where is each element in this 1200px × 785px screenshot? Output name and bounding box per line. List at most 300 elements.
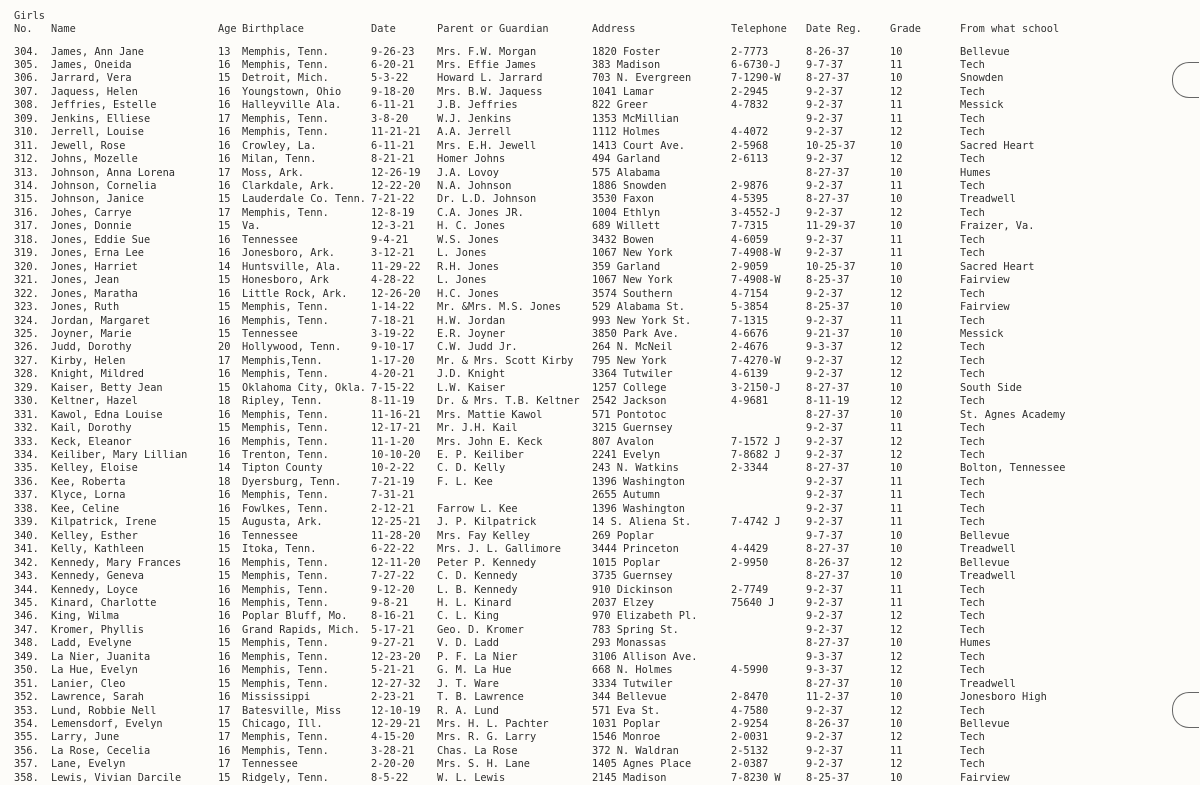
cell-school: Messick [960, 99, 1004, 112]
cell-birth: Grand Rapids, Mich. [242, 623, 360, 636]
cell-name: La Nier, Juanita [51, 650, 151, 663]
cell-reg: 8-11-19 [806, 395, 850, 408]
cell-name: Kirby, Helen [51, 354, 126, 367]
cell-reg: 8-27-37 [806, 570, 850, 583]
cell-parent: Chas. La Rose [437, 744, 518, 757]
cell-no: 308. [14, 99, 39, 112]
cell-grade: 10 [890, 637, 903, 650]
cell-reg: 9-21-37 [806, 327, 850, 340]
cell-addr: 1820 Foster [592, 45, 661, 58]
cell-name: La Hue, Evelyn [51, 664, 138, 677]
cell-age: 15 [218, 516, 231, 529]
cell-reg: 9-2-37 [806, 233, 844, 246]
cell-addr: 668 N. Holmes [592, 664, 673, 677]
cell-birth: Tennessee [242, 233, 298, 246]
cell-date: 12-17-21 [371, 422, 421, 435]
cell-reg: 8-26-37 [806, 45, 850, 58]
cell-school: Tech [960, 664, 985, 677]
cell-name: Jones, Ruth [51, 301, 120, 314]
cell-school: Tech [960, 153, 985, 166]
cell-age: 15 [218, 677, 231, 690]
cell-grade: 10 [890, 193, 903, 206]
cell-birth: Youngstown, Ohio [242, 85, 342, 98]
cell-date: 5-21-21 [371, 664, 415, 677]
cell-birth: Mississippi [242, 691, 311, 704]
cell-parent: C.W. Judd Jr. [437, 341, 518, 354]
cell-name: James, Ann Jane [51, 45, 144, 58]
cell-name: Kawol, Edna Louise [51, 408, 163, 421]
table-row [0, 381, 1150, 395]
table-row [0, 260, 1150, 274]
cell-date: 3-12-21 [371, 247, 415, 260]
table-row [0, 179, 1150, 193]
cell-grade: 12 [890, 206, 903, 219]
cell-date: 6-11-21 [371, 99, 415, 112]
cell-parent: Dr. & Mrs. T.B. Keltner [437, 395, 580, 408]
table-row [0, 112, 1150, 126]
cell-parent: Mrs. E.H. Jewell [437, 139, 537, 152]
cell-school: Tech [960, 502, 985, 515]
cell-date: 11-21-21 [371, 126, 421, 139]
cell-age: 15 [218, 637, 231, 650]
cell-school: Bellevue [960, 529, 1010, 542]
cell-reg: 8-27-37 [806, 677, 850, 690]
cell-date: 12-3-21 [371, 220, 415, 233]
cell-name: Jenkins, Elliese [51, 112, 151, 125]
cell-reg: 9-2-37 [806, 623, 844, 636]
cell-name: Kelly, Kathleen [51, 543, 144, 556]
cell-birth: Tipton County [242, 462, 323, 475]
cell-age: 16 [218, 99, 231, 112]
cell-date: 9-12-20 [371, 583, 415, 596]
cell-reg: 8-26-37 [806, 718, 850, 730]
cell-no: 304. [14, 45, 39, 58]
cell-grade: 10 [890, 220, 903, 233]
cell-no: 331. [14, 408, 39, 421]
cell-date: 8-16-21 [371, 610, 415, 623]
cell-school: Tech [960, 516, 985, 529]
cell-tel: 4-6139 [731, 368, 769, 381]
cell-parent: J. T. Ware [437, 677, 499, 690]
cell-addr: 359 Garland [592, 260, 661, 273]
cell-addr: 689 Willett [592, 220, 661, 233]
cell-school: Tech [960, 247, 985, 260]
cell-addr: 795 New York [592, 354, 667, 367]
cell-school: Fraizer, Va. [960, 220, 1035, 233]
cell-no: 332. [14, 422, 39, 435]
cell-school: Tech [960, 314, 985, 327]
cell-parent: R.H. Jones [437, 260, 499, 273]
cell-school: Tech [960, 233, 985, 246]
cell-birth: Memphis, Tenn. [242, 58, 329, 71]
cell-reg: 9-2-37 [806, 744, 844, 757]
cell-addr: 372 N. Waldran [592, 744, 679, 757]
cell-grade: 11 [890, 180, 903, 192]
table-row [0, 583, 1150, 597]
table-row [0, 461, 1150, 475]
cell-grade: 12 [890, 556, 903, 569]
cell-name: Lanier, Cleo [51, 677, 126, 690]
cell-no: 343. [14, 570, 39, 583]
cell-grade: 10 [890, 570, 903, 583]
table-row [0, 273, 1150, 287]
cell-reg: 9-2-37 [806, 516, 844, 529]
cell-reg: 9-2-37 [806, 583, 844, 596]
cell-date: 4-28-22 [371, 274, 415, 287]
cell-age: 16 [218, 153, 231, 166]
cell-grade: 12 [890, 758, 903, 771]
cell-addr: 529 Alabama St. [592, 301, 685, 314]
cell-no: 347. [14, 623, 39, 636]
cell-date: 4-15-20 [371, 731, 415, 744]
cell-addr: 269 Poplar [592, 529, 654, 542]
cell-parent: Dr. L.D. Johnson [437, 193, 537, 206]
cell-date: 8-21-21 [371, 153, 415, 166]
cell-reg: 9-2-37 [806, 610, 844, 623]
cell-addr: 703 N. Evergreen [592, 72, 692, 85]
cell-name: Klyce, Lorna [51, 489, 126, 502]
cell-reg: 8-27-37 [806, 72, 850, 85]
cell-grade: 12 [890, 153, 903, 166]
cell-no: 319. [14, 247, 39, 260]
cell-grade: 11 [890, 422, 903, 435]
cell-parent: H. C. Jones [437, 220, 506, 233]
cell-birth: Memphis, Tenn. [242, 422, 329, 435]
table-row [0, 556, 1150, 570]
cell-no: 339. [14, 516, 39, 529]
cell-age: 16 [218, 180, 231, 192]
cell-birth: Memphis, Tenn. [242, 677, 329, 690]
cell-date: 9-4-21 [371, 233, 409, 246]
cell-grade: 10 [890, 408, 903, 421]
cell-no: 306. [14, 72, 39, 85]
table-row [0, 192, 1150, 206]
cell-grade: 10 [890, 45, 903, 58]
cell-grade: 12 [890, 341, 903, 354]
cell-grade: 10 [890, 543, 903, 556]
cell-birth: Batesville, Miss [242, 704, 342, 717]
table-row [0, 58, 1150, 72]
cell-parent: Peter P. Kennedy [437, 556, 537, 569]
cell-addr: 1405 Agnes Place [592, 758, 692, 771]
cell-parent: J.A. Lovoy [437, 166, 499, 179]
cell-school: Tech [960, 449, 985, 461]
cell-reg: 8-27-37 [806, 543, 850, 556]
cell-name: Kennedy, Loyce [51, 583, 138, 596]
cell-date: 11-29-22 [371, 260, 421, 273]
cell-age: 16 [218, 247, 231, 260]
cell-school: Jonesboro High [960, 691, 1047, 704]
cell-age: 18 [218, 475, 231, 488]
cell-addr: 264 N. McNeil [592, 341, 673, 354]
cell-grade: 10 [890, 462, 903, 475]
cell-age: 15 [218, 301, 231, 314]
cell-tel: 7-1572 J [731, 435, 781, 448]
cell-addr: 3574 Southern [592, 287, 673, 300]
cell-no: 351. [14, 677, 39, 690]
cell-school: Tech [960, 395, 985, 408]
cell-name: Jones, Maratha [51, 287, 138, 300]
cell-date: 1-14-22 [371, 301, 415, 314]
cell-parent: F. L. Kee [437, 475, 493, 488]
cell-name: James, Oneida [51, 58, 132, 71]
cell-addr: 2542 Jackson [592, 395, 667, 408]
cell-birth: Memphis, Tenn. [242, 314, 329, 327]
cell-age: 16 [218, 126, 231, 139]
cell-date: 12-26-19 [371, 166, 421, 179]
cell-tel: 4-7154 [731, 287, 769, 300]
cell-tel: 6-6730-J [731, 58, 781, 71]
cell-grade: 11 [890, 99, 903, 112]
cell-reg: 8-25-37 [806, 274, 850, 287]
cell-date: 9-26-23 [371, 45, 415, 58]
cell-birth: Memphis, Tenn. [242, 583, 329, 596]
cell-addr: 993 New York St. [592, 314, 692, 327]
cell-birth: Memphis, Tenn. [242, 45, 329, 58]
table-row [0, 717, 1150, 731]
cell-name: Kennedy, Geneva [51, 570, 144, 583]
cell-no: 335. [14, 462, 39, 475]
table-row [0, 314, 1150, 328]
cell-tel: 7-8230 W [731, 771, 781, 784]
cell-school: Snowden [960, 72, 1004, 85]
cell-date: 7-21-19 [371, 475, 415, 488]
cell-reg: 8-27-37 [806, 381, 850, 394]
cell-parent: E.R. Joyner [437, 327, 506, 340]
cell-age: 15 [218, 220, 231, 233]
cell-age: 16 [218, 435, 231, 448]
cell-school: Tech [960, 85, 985, 98]
cell-age: 15 [218, 381, 231, 394]
cell-age: 16 [218, 583, 231, 596]
cell-addr: 383 Madison [592, 58, 661, 71]
cell-birth: Milan, Tenn. [242, 153, 317, 166]
table-row [0, 502, 1150, 516]
header-age: Age [218, 23, 237, 35]
cell-addr: 571 Pontotoc [592, 408, 667, 421]
cell-addr: 1031 Poplar [592, 718, 661, 730]
cell-date: 11-16-21 [371, 408, 421, 421]
cell-grade: 12 [890, 354, 903, 367]
cell-grade: 10 [890, 381, 903, 394]
cell-name: La Rose, Cecelia [51, 744, 151, 757]
cell-parent: W.J. Jenkins [437, 112, 512, 125]
cell-birth: Itoka, Tenn. [242, 543, 317, 556]
table-row [0, 488, 1150, 502]
cell-reg: 9-2-37 [806, 85, 844, 98]
cell-birth: Honesboro, Ark [242, 274, 329, 287]
cell-addr: 1546 Monroe [592, 731, 661, 744]
cell-date: 1-17-20 [371, 354, 415, 367]
cell-addr: 1353 McMillian [592, 112, 679, 125]
cell-name: Lewis, Vivian Darcile [51, 771, 182, 784]
cell-no: 336. [14, 475, 39, 488]
table-row [0, 354, 1150, 368]
cell-school: Humes [960, 166, 991, 179]
cell-tel: 7-4908-W [731, 274, 781, 287]
cell-date: 11-28-20 [371, 529, 421, 542]
table-row [0, 448, 1150, 462]
cell-name: Jones, Eddie Sue [51, 233, 151, 246]
table-row [0, 475, 1150, 489]
cell-school: Tech [960, 58, 985, 71]
cell-school: Tech [960, 435, 985, 448]
cell-school: Sacred Heart [960, 260, 1035, 273]
cell-no: 346. [14, 610, 39, 623]
cell-no: 350. [14, 664, 39, 677]
cell-no: 314. [14, 180, 39, 192]
cell-name: Johns, Mozelle [51, 153, 138, 166]
header-date: Date [371, 23, 396, 35]
cell-name: Kaiser, Betty Jean [51, 381, 163, 394]
cell-name: Jones, Harriet [51, 260, 138, 273]
cell-reg: 9-2-37 [806, 489, 844, 502]
cell-parent: H.C. Jones [437, 287, 499, 300]
table-row [0, 596, 1150, 610]
cell-birth: Oklahoma City, Okla. [242, 381, 366, 394]
cell-tel: 75640 J [731, 596, 775, 609]
cell-addr: 1112 Holmes [592, 126, 661, 139]
cell-name: Jewell, Rose [51, 139, 126, 152]
cell-date: 8-5-22 [371, 771, 409, 784]
cell-date: 9-10-17 [371, 341, 415, 354]
cell-date: 12-25-21 [371, 516, 421, 529]
cell-age: 16 [218, 58, 231, 71]
cell-tel: 7-1290-W [731, 72, 781, 85]
cell-age: 17 [218, 112, 231, 125]
cell-date: 4-20-21 [371, 368, 415, 381]
cell-birth: Memphis, Tenn. [242, 112, 329, 125]
cell-no: 330. [14, 395, 39, 408]
cell-school: Tech [960, 744, 985, 757]
cell-parent: H.W. Jordan [437, 314, 506, 327]
cell-school: Treadwell [960, 193, 1016, 206]
cell-tel: 7-7315 [731, 220, 769, 233]
header-date-reg: Date Reg. [806, 23, 862, 35]
cell-name: Jerrell, Louise [51, 126, 144, 139]
cell-addr: 3735 Guernsey [592, 570, 673, 583]
cell-date: 7-18-21 [371, 314, 415, 327]
cell-grade: 11 [890, 112, 903, 125]
table-row [0, 636, 1150, 650]
cell-reg: 10-25-37 [806, 260, 856, 273]
cell-birth: Ripley, Tenn. [242, 395, 323, 408]
cell-parent: W.S. Jones [437, 233, 499, 246]
cell-school: Bellevue [960, 718, 1010, 730]
cell-parent: V. D. Ladd [437, 637, 499, 650]
cell-no: 320. [14, 260, 39, 273]
cell-tel: 5-3854 [731, 301, 769, 314]
header-name: Name [51, 23, 76, 35]
cell-grade: 10 [890, 677, 903, 690]
cell-no: 326. [14, 341, 39, 354]
cell-parent: R. A. Lund [437, 704, 499, 717]
cell-name: Jeffries, Estelle [51, 99, 157, 112]
cell-parent: L. B. Kennedy [437, 583, 518, 596]
cell-school: Tech [960, 112, 985, 125]
cell-date: 9-18-20 [371, 85, 415, 98]
cell-grade: 10 [890, 139, 903, 152]
cell-parent: Mr. & Mrs. Scott Kirby [437, 354, 574, 367]
cell-parent: J.D. Knight [437, 368, 506, 381]
cell-parent: Mrs. J. L. Gallimore [437, 543, 561, 556]
cell-reg: 8-25-37 [806, 301, 850, 314]
cell-addr: 2655 Autumn [592, 489, 661, 502]
cell-date: 2-20-20 [371, 758, 415, 771]
cell-reg: 11-2-37 [806, 691, 850, 704]
cell-parent: Mr. J.H. Kail [437, 422, 518, 435]
cell-parent: Mrs. Mattie Kawol [437, 408, 543, 421]
cell-birth: Trenton, Tenn. [242, 449, 329, 461]
cell-school: Tech [960, 758, 985, 771]
cell-parent: A.A. Jerrell [437, 126, 512, 139]
table-row [0, 515, 1150, 529]
cell-parent: L. Jones [437, 274, 487, 287]
cell-parent: W. L. Lewis [437, 771, 506, 784]
table-row [0, 71, 1150, 85]
cell-birth: Memphis, Tenn. [242, 408, 329, 421]
cell-grade: 12 [890, 395, 903, 408]
cell-tel: 2-7749 [731, 583, 769, 596]
cell-grade: 12 [890, 85, 903, 98]
table-row [0, 367, 1150, 381]
cell-reg: 9-2-37 [806, 758, 844, 771]
cell-birth: Memphis, Tenn. [242, 489, 329, 502]
header-school: From what school [960, 23, 1060, 35]
cell-reg: 9-3-37 [806, 664, 844, 677]
cell-name: Jordan, Margaret [51, 314, 151, 327]
cell-no: 352. [14, 691, 39, 704]
cell-school: Fairview [960, 771, 1010, 784]
cell-name: Joyner, Marie [51, 327, 132, 340]
cell-tel: 4-6059 [731, 233, 769, 246]
cell-no: 355. [14, 731, 39, 744]
cell-reg: 8-25-37 [806, 771, 850, 784]
table-row [0, 663, 1150, 677]
cell-school: Tech [960, 623, 985, 636]
cell-parent: P. F. La Nier [437, 650, 518, 663]
cell-parent: Mrs. B.W. Jaquess [437, 85, 543, 98]
cell-tel: 7-4270-W [731, 354, 781, 367]
cell-addr: 783 Spring St. [592, 623, 679, 636]
cell-tel: 4-7580 [731, 704, 769, 717]
cell-school: Tech [960, 596, 985, 609]
table-row [0, 166, 1150, 180]
cell-parent: N.A. Johnson [437, 180, 512, 192]
cell-tel: 2-9254 [731, 718, 769, 730]
cell-parent: E. P. Keiliber [437, 449, 524, 461]
cell-tel: 7-1315 [731, 314, 769, 327]
cell-school: Tech [960, 650, 985, 663]
cell-parent: Mrs. S. H. Lane [437, 758, 530, 771]
cell-age: 16 [218, 489, 231, 502]
cell-addr: 807 Avalon [592, 435, 654, 448]
cell-school: Tech [960, 610, 985, 623]
cell-reg: 8-27-37 [806, 637, 850, 650]
cell-reg: 9-2-37 [806, 287, 844, 300]
cell-no: 322. [14, 287, 39, 300]
cell-parent: Mrs. F.W. Morgan [437, 45, 537, 58]
cell-name: Kee, Roberta [51, 475, 126, 488]
cell-school: Treadwell [960, 570, 1016, 583]
cell-tel: 2-2945 [731, 85, 769, 98]
cell-addr: 3364 Tutwiler [592, 368, 673, 381]
table-row [0, 206, 1150, 220]
cell-name: Kennedy, Mary Frances [51, 556, 182, 569]
cell-addr: 1886 Snowden [592, 180, 667, 192]
cell-birth: Chicago, Ill. [242, 718, 323, 730]
cell-reg: 9-2-37 [806, 596, 844, 609]
